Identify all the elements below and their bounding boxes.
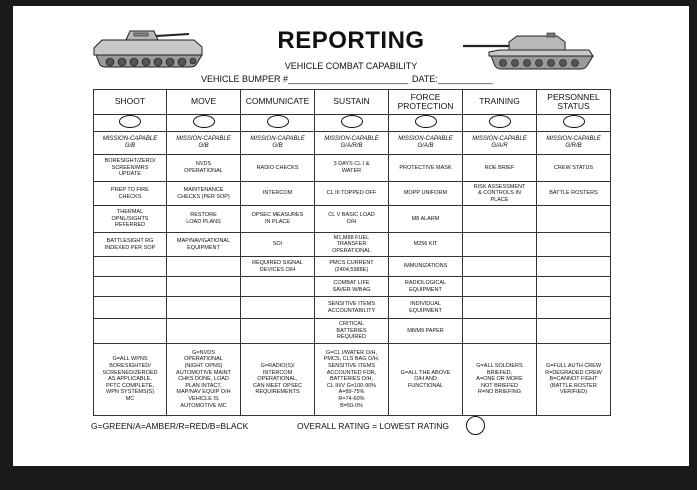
checklist-item — [463, 297, 537, 319]
reporting-sheet — [13, 6, 689, 466]
checklist-item — [94, 277, 167, 297]
checklist-item — [241, 319, 315, 344]
checklist-item: M8 ALARM — [389, 206, 463, 233]
checklist-item: RADIOLOGICAL EQUIPMENT — [389, 277, 463, 297]
checklist-item: COMBAT LIFE SAVER W/BAG — [315, 277, 389, 297]
overall-rating-circle[interactable] — [466, 416, 485, 435]
rating-criteria: G=FULL AUTH CREW R=DEGRADED CREW B=CANNOT FIGHT (BATTLE ROSTER VERIFIED) — [537, 344, 611, 416]
column-header: MOVE — [167, 90, 241, 115]
checklist-item: PMCS CURRENT (2404,5988E) — [315, 257, 389, 277]
checklist-item: 3 DAYS CL I & WATER — [315, 155, 389, 182]
checklist-item: THERMAL OPNL/SIGHTS REFERRED — [94, 206, 167, 233]
checklist-item: BATTLE ROSTERS — [537, 182, 611, 206]
header-row — [94, 90, 611, 115]
checklist-item: PROTECTIVE MASK — [389, 155, 463, 182]
checklist-item: CREW STATUS — [537, 155, 611, 182]
checklist-row — [94, 155, 611, 182]
column-header: SUSTAIN — [315, 90, 389, 115]
checklist-item — [537, 206, 611, 233]
checklist-item: REQUIRED SIGNAL DEVICES O/H — [241, 257, 315, 277]
rating-criteria: G=RADIO(S)/ INTERCOM OPERATIONAL, CAN MEET OPSEC REQUIREMENTS — [241, 344, 315, 416]
checklist-item — [167, 277, 241, 297]
mission-capable-cell: MISSION-CAPABLE G/A/R/B — [315, 132, 389, 155]
rating-circle[interactable] — [193, 115, 215, 128]
checklist-item — [94, 297, 167, 319]
rating-circle-cell — [241, 115, 315, 132]
rating-criteria: G=CL I/WATER O/H, PMCS, CLS BAG O/H, SENSITIVE ITEMS ACCOUNTED FOR, BATTERIES O/H, CL III/V G=100-90% A=89-75% R=74-60% B=50-0% — [315, 344, 389, 416]
rating-circle[interactable] — [415, 115, 437, 128]
column-header: SHOOT — [94, 90, 167, 115]
checklist-item: BORESIGHT/ZERO/ SCREEN/MRS UPDATE — [94, 155, 167, 182]
mission-capable-row — [94, 132, 611, 155]
checklist-item: INTERCOM — [241, 182, 315, 206]
checklist-item: MOPP UNIFORM — [389, 182, 463, 206]
checklist-item: RISK ASSESSMENT & CONTROLS IN PLACE — [463, 182, 537, 206]
column-header: TRAINING — [463, 90, 537, 115]
rating-circle-cell — [463, 115, 537, 132]
page-title: REPORTING — [277, 27, 425, 54]
checklist-item: SOI — [241, 233, 315, 257]
mission-capable-cell: MISSION-CAPABLE G/B — [167, 132, 241, 155]
vehicle-bumper-field[interactable]: VEHICLE BUMPER #________________________ — [201, 74, 409, 84]
checklist-item: M8/M9 PAPER — [389, 319, 463, 344]
checklist-item — [167, 257, 241, 277]
rating-criteria: G=ALL WPNS BORESIGHTED/ SCREENED/ZEROED AS APPLICABLE, PFTC COMPLETE, WPN SYSTEMS(S) MC — [94, 344, 167, 416]
checklist-item — [94, 257, 167, 277]
criteria-row — [94, 344, 611, 416]
checklist-row — [94, 257, 611, 277]
checklist-item — [537, 233, 611, 257]
column-header: PERSONNEL STATUS — [537, 90, 611, 115]
rating-circle-cell — [389, 115, 463, 132]
checklist-row — [94, 206, 611, 233]
checklist-item — [94, 319, 167, 344]
capability-grid — [93, 89, 611, 416]
mission-capable-cell: MISSION-CAPABLE G/R/B — [537, 132, 611, 155]
checklist-item: CL V BASIC LOAD O/H — [315, 206, 389, 233]
rating-criteria: G=ALL THE ABOVE O/H AND FUNCTIONAL — [389, 344, 463, 416]
rating-circle-row — [94, 115, 611, 132]
checklist-item: NVDS OPERATIONAL — [167, 155, 241, 182]
rating-circle[interactable] — [489, 115, 511, 128]
column-header: COMMUNICATE — [241, 90, 315, 115]
checklist-row — [94, 319, 611, 344]
checklist-item — [537, 277, 611, 297]
checklist-item — [167, 319, 241, 344]
checklist-item: CRITICAL BATTERIES REQUIRED — [315, 319, 389, 344]
mission-capable-cell: MISSION-CAPABLE G/B — [94, 132, 167, 155]
checklist-item: RADIO CHECKS — [241, 155, 315, 182]
rating-circle-cell — [167, 115, 241, 132]
checklist-row — [94, 182, 611, 206]
rating-circle[interactable] — [341, 115, 363, 128]
checklist-item — [537, 297, 611, 319]
checklist-item: PREP TO FIRE CHECKS — [94, 182, 167, 206]
rating-circle[interactable] — [267, 115, 289, 128]
page-subtitle: VEHICLE COMBAT CAPABILITY — [284, 61, 418, 71]
checklist-item — [241, 277, 315, 297]
checklist-item — [537, 257, 611, 277]
checklist-item: IMMUNIZATIONS — [389, 257, 463, 277]
checklist-item: BATTLESIGHT RG INDEXED PER SOP — [94, 233, 167, 257]
color-legend: G=GREEN/A=AMBER/R=RED/B=BLACK — [91, 421, 249, 431]
checklist-item: INDIVIDUAL EQUIPMENT — [389, 297, 463, 319]
checklist-item — [463, 233, 537, 257]
checklist-item — [463, 319, 537, 344]
checklist-item — [463, 257, 537, 277]
rating-circle-cell — [315, 115, 389, 132]
checklist-item: SENSITIVE ITEMS ACCOUNTABILITY — [315, 297, 389, 319]
checklist-item — [463, 206, 537, 233]
checklist-item: OPSEC MEASURES IN PLACE — [241, 206, 315, 233]
checklist-item: CL III TOPPED OFF — [315, 182, 389, 206]
rating-criteria: G=ALL SOLDIERS BRIEFED, A=ONE OR MORE NOT BRIEFED R=NO BRIEFING — [463, 344, 537, 416]
checklist-item: MAP/NAVIGATIONAL EQUIPMENT — [167, 233, 241, 257]
checklist-item — [167, 297, 241, 319]
mission-capable-cell: MISSION-CAPABLE G/A/R — [463, 132, 537, 155]
rating-circle-cell — [537, 115, 611, 132]
overall-rating-label: OVERALL RATING = LOWEST RATING — [297, 421, 450, 431]
checklist-row — [94, 277, 611, 297]
rating-circle[interactable] — [563, 115, 585, 128]
checklist-item — [241, 297, 315, 319]
checklist-item: M1,M88 FUEL TRANSFER OPERATIONAL — [315, 233, 389, 257]
rating-criteria: G=NVDS OPERATIONAL (NIGHT OPNS) AUTOMOTIVE MAINT CHKS DONE, LOAD PLAN INTACT, MAP/NAV EQUIP O/H VEHICLE IS AUTOMOTIVE MC — [167, 344, 241, 416]
checklist-item — [463, 277, 537, 297]
checklist-item: M256 KIT — [389, 233, 463, 257]
column-header: FORCE PROTECTION — [389, 90, 463, 115]
checklist-row — [94, 233, 611, 257]
checklist-row — [94, 297, 611, 319]
rating-circle[interactable] — [119, 115, 141, 128]
checklist-item: ROE BRIEF — [463, 155, 537, 182]
rating-circle-cell — [94, 115, 167, 132]
checklist-item: MAINTENANCE CHECKS (PER SOP) — [167, 182, 241, 206]
checklist-item — [537, 319, 611, 344]
mission-capable-cell: MISSION-CAPABLE G/B — [241, 132, 315, 155]
mission-capable-cell: MISSION-CAPABLE G/A/B — [389, 132, 463, 155]
checklist-item: RESTORE LOAD PLANS — [167, 206, 241, 233]
date-field[interactable]: DATE:___________ — [412, 74, 493, 84]
